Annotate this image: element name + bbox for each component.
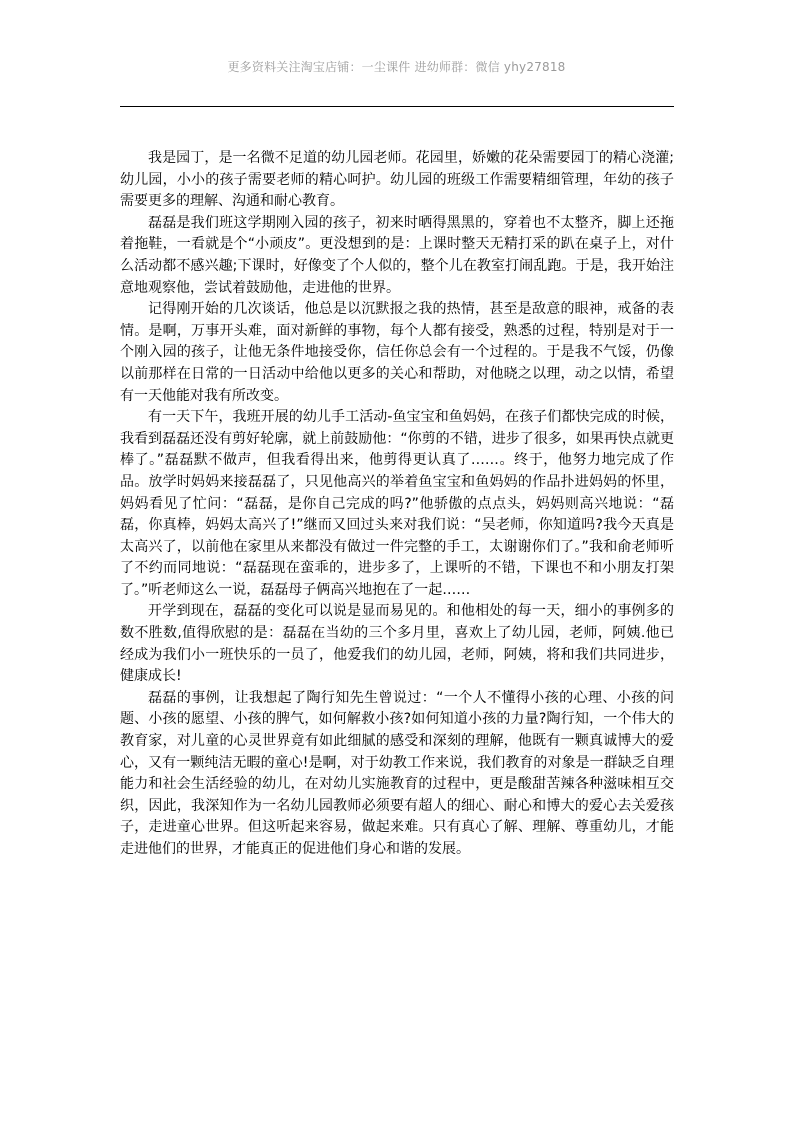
paragraph-1: 我是园丁，是一名微不足道的幼儿园老师。花园里，娇嫩的花朵需要园丁的精心浇灌;幼儿园，小小的孩子需要老师的精心呵护。幼儿园的班级工作需要精细管理，年幼的孩子需要更多的理解、沟通和耐心教育。 [120,150,674,210]
paragraph-2: 磊磊是我们班这学期刚入园的孩子，初来时晒得黑黑的，穿着也不太整齐，脚上还拖着拖鞋，一看就是个“小顽皮”。更没想到的是：上课时整天无精打采的趴在桌子上，对什么活动都不感兴趣;下课时，好像变了个人似的，整个儿在教室打闹乱跑。于是，我开始注意地观察他，尝试着鼓励他，走进他的世界。 [120,214,674,296]
header-note: 更多资料关注淘宝店铺：一尘课件 进幼师群：微信 yhy27818 [227,60,566,74]
paragraph-4: 有一天下午，我班开展的幼儿手工活动-鱼宝宝和鱼妈妈，在孩子们都快完成的时候，我看到磊磊还没有剪好轮廓，就上前鼓励他：“你剪的不错，进步了很多，如果再快点就更棒了。”磊磊默不做声，但我看得出来，他剪得更认真了……。终于，他努力地完成了作品。放学时妈妈来接磊磊了，只见他高兴的举着鱼宝宝和鱼妈妈的作品扑进妈妈的怀里，妈妈看见了忙问：“磊磊，是你自己完成的吗?”他骄傲的点点头，妈妈则高兴地说：“磊磊，你真棒，妈妈太高兴了!”继而又回过头来对我们说：“吴老师，你知道吗?我今天真是太高兴了，以前他在家里从来都没有做过一件完整的手工，太谢谢你们了。”我和俞老师听了不约而同地说：“磊磊现在蛮乖的，进步多了，上课听的不错，下课也不和小朋友打架了。”听老师这么一说，磊磊母子俩高兴地抱在了一起…… [120,409,674,598]
header-divider [120,106,674,107]
paragraph-3: 记得刚开始的几次谈话，他总是以沉默报之我的热情，甚至是敌意的眼神，戒备的表情。是啊，万事开头难，面对新鲜的事物，每个人都有接受，熟悉的过程，特别是对于一个刚入园的孩子，让他无条件地接受你，信任你总会有一个过程的。于是我不气馁，仍像以前那样在日常的一日活动中给他以更多的关心和帮助，对他晓之以理，动之以情，希望有一天他能对我有所改变。 [120,301,674,404]
article-body [120,148,674,861]
paragraph-5: 开学到现在，磊磊的变化可以说是显而易见的。和他相处的每一天，细小的事例多的数不胜数,值得欣慰的是：磊磊在当幼的三个多月里，喜欢上了幼儿园，老师，阿姨.他已经成为我们小一班快乐的一员了，他爱我们的幼儿园，老师，阿姨，将和我们共同进步，健康成长! [120,603,674,685]
paragraph-6: 磊磊的事例，让我想起了陶行知先生曾说过：“一个人不懂得小孩的心理、小孩的问题、小孩的愿望、小孩的脾气，如何解救小孩?如何知道小孩的力量?陶行知，一个伟大的教育家，对儿童的心灵世界竟有如此细腻的感受和深刻的理解，他既有一颗真诚博大的爱心，又有一颗纯洁无暇的童心!是啊，对于幼教工作来说，我们教育的对象是一群缺乏自理能力和社会生活经验的幼儿，在对幼儿实施教育的过程中，更是酸甜苦辣各种滋味相互交织，因此，我深知作为一名幼儿园教师必须要有超人的细心、耐心和博大的爱心去关爱孩子，走进童心世界。但这听起来容易，做起来难。只有真心了解、理解、尊重幼儿，才能走进他们的世界，才能真正的促进他们身心和谐的发展。 [120,689,674,857]
